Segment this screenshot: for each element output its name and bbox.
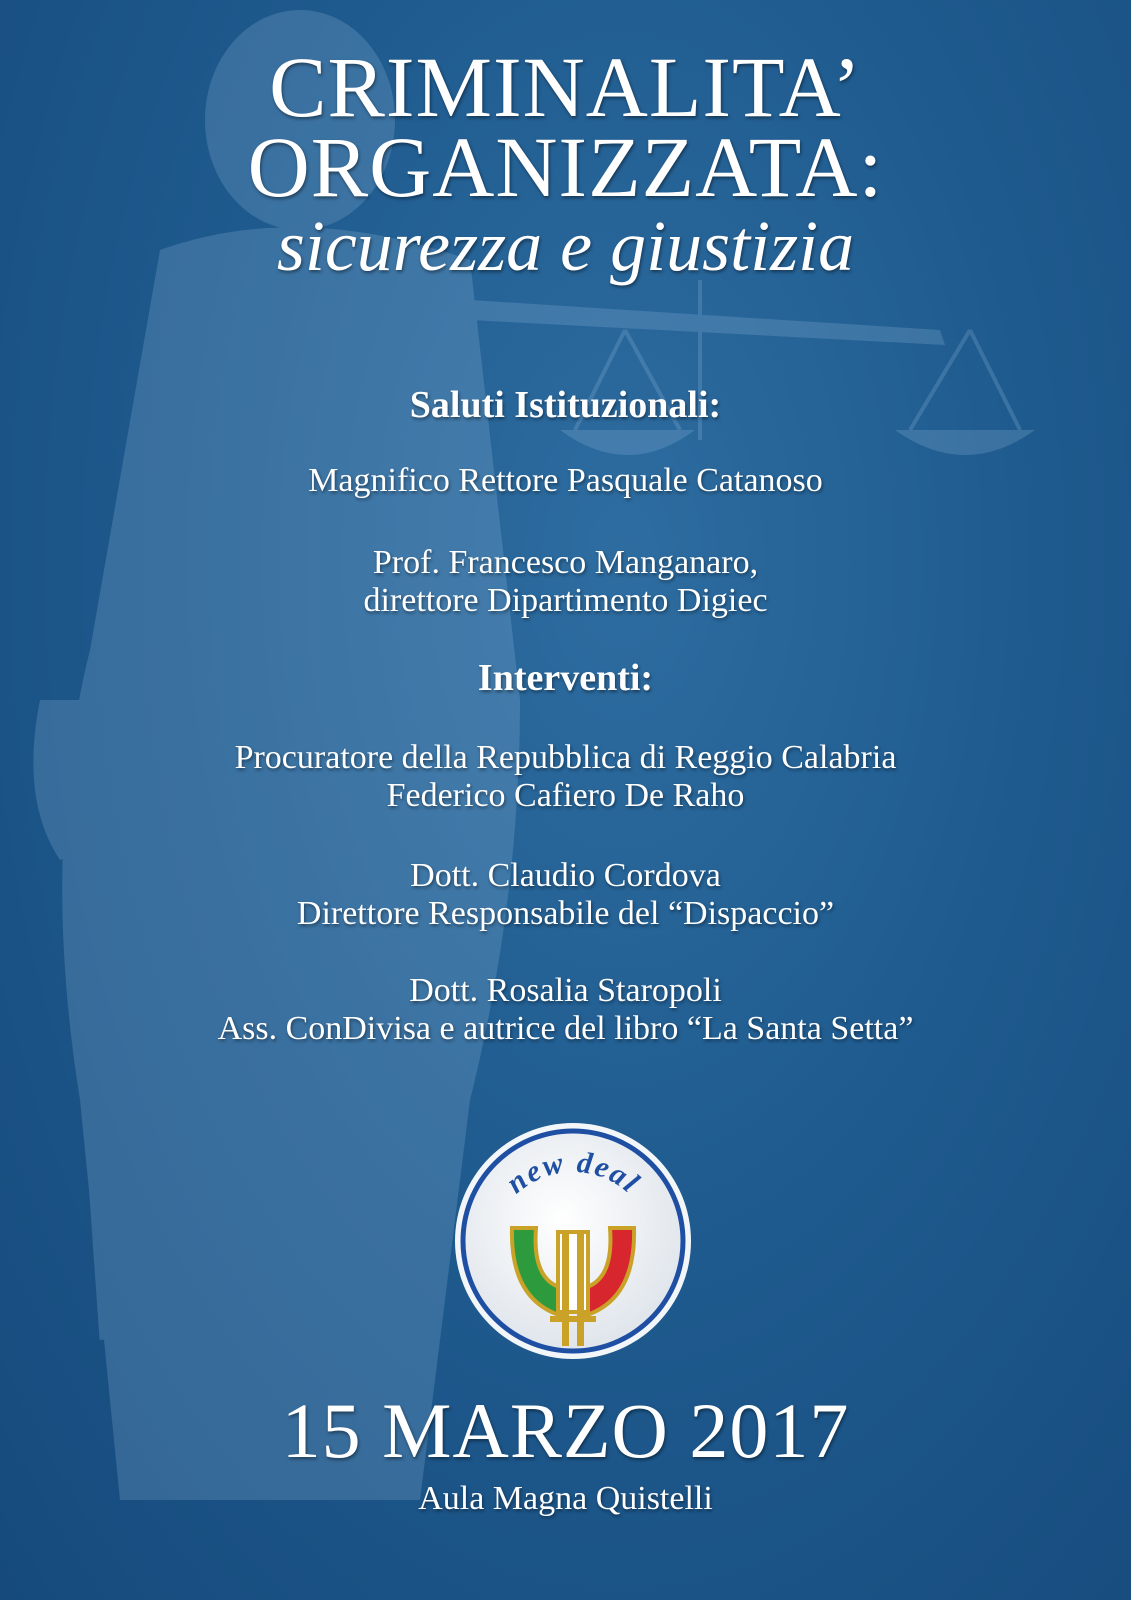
talks-heading: Interventi: [477, 657, 654, 699]
talk-speaker-2-line-2: Direttore Responsabile del “Dispaccio” [296, 895, 835, 932]
new-deal-logo [452, 1120, 694, 1362]
event-venue: Aula Magna Quistelli [418, 1480, 713, 1517]
logo-text: new deal [500, 1145, 647, 1201]
talk-speaker-3-line-1: Dott. Rosalia Staropoli [409, 972, 722, 1009]
talk-speaker-2-line-1: Dott. Claudio Cordova [410, 857, 721, 894]
new-deal-emblem-icon [452, 1120, 694, 1362]
greetings-heading: Saluti Istituzionali: [409, 384, 722, 426]
greeting-speaker-1-line-1: Magnifico Rettore Pasquale Catanoso [308, 462, 823, 499]
title-line-2: ORGANIZZATA: [247, 119, 884, 215]
event-date: 15 MARZO 2017 [281, 1387, 850, 1474]
title-line-1: CRIMINALITA’ [269, 39, 862, 135]
greeting-speaker-2-line-2: direttore Dipartimento Digiec [363, 582, 768, 619]
greeting-speaker-2-line-1: Prof. Francesco Manganaro, [372, 544, 759, 581]
talk-speaker-3-line-2: Ass. ConDivisa e autrice del libro “La Santa Setta” [217, 1010, 914, 1047]
talk-speaker-1-line-1: Procuratore della Repubblica di Reggio Calabria [234, 739, 897, 776]
talk-speaker-1-line-2: Federico Cafiero De Raho [386, 777, 745, 814]
title-subtitle: sicurezza e giustizia [276, 206, 855, 286]
